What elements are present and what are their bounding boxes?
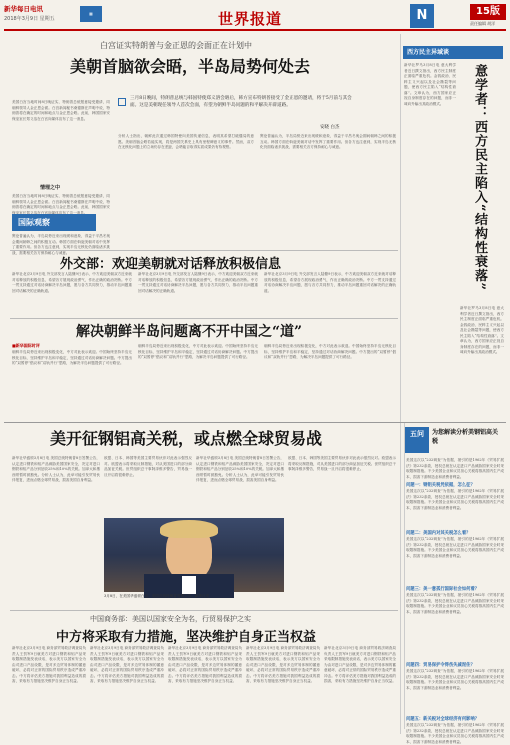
qa-title: 为您解读分析美钢铝高关税 bbox=[432, 429, 499, 445]
paper-name: 新华每日电讯 bbox=[4, 5, 43, 13]
sidebar-vertical-headline: 意学者：西方民主陷入“结构性衰落” bbox=[472, 64, 487, 291]
n-logo-icon: N bbox=[410, 4, 434, 28]
qa-question-3: 问题三：美一意孤行国际社会如何看？ bbox=[406, 587, 480, 592]
divider bbox=[10, 610, 398, 611]
top-story-summary: 三月8日晚间，特朗普总统与韩国特使郑义溶会晤后，韩方宣布特朗普接受了金正恩的邀请，将于5月前与其会面。这是美朝现任领导人首次会面，有望为朝鲜半岛问题的和平解决开辟道路。 bbox=[130, 96, 352, 108]
commentary-headline: 解决朝鲜半岛问题离不开中国之“道” bbox=[76, 324, 303, 340]
commentary-tag: ■新华国际时评 bbox=[12, 343, 40, 348]
page-number: 15版 bbox=[470, 4, 506, 20]
editor-credit: 责任编辑 胡洋 bbox=[470, 21, 496, 26]
section-title: 世界报道 bbox=[218, 10, 283, 28]
qa-badge: 五问 bbox=[405, 427, 429, 453]
masthead-rule bbox=[4, 29, 506, 31]
sidebar-banner: 西方民主异域谈 bbox=[403, 46, 503, 59]
top-story-author: 安晓 白杰 bbox=[320, 125, 340, 130]
trade-headline: 美开征钢铝高关税，或点燃全球贸易战 bbox=[50, 429, 323, 448]
mfa-text-1: 新华社北京3月9日电 外交部发言人陆慷9日表示，中方欢迎美朝双方近来就对话释放的积极信息，希望各方展现政治勇气，作出正确的政治决断。中方一贯支持通过对话协商解决半岛问题，愿与各方共同努力，推动半岛问题重回对话解决的正确轨道。 bbox=[12, 272, 132, 293]
analysis-tag-banner: 国际观察 bbox=[12, 214, 96, 231]
divider bbox=[10, 318, 398, 319]
shirt-shape bbox=[182, 576, 196, 594]
top-story-left-text: 美国白宫当地时间8日晚证实，特朗普总统愿意接受邀请，同朝鲜领导人金正恩会面。白宫新闻秘书桑德斯在声明中说，特朗普将在确定的时间和地点与金正恩会晤。此前，韩国国家安保室室长郑义溶在白宫向媒体宣布了这一消息。 bbox=[12, 100, 110, 121]
commerce-text-5: 新华社北京3月9日电 商务部贸易救济调查局负责人王贺军9日就美方对进口钢铁和铝产品采取限制措施发表谈话，表示美方以国家安全为由对进口产品设限，是对多边贸易体制的蓄意破坏，必将对正常的国际贸易秩序造成严重冲击。中方将评估美方措施对我国利益造成的损害，采取有力措施坚决维护自身正当权益。 bbox=[324, 646, 396, 683]
commerce-text-1: 新华社北京3月9日电 商务部贸易救济调查局负责人王贺军9日就美方对进口钢铁和铝产品采取限制措施发表谈话，表示美方以国家安全为由对进口产品设限，是对多边贸易体制的蓄意破坏，必将对正常的国际贸易秩序造成严重冲击。中方将评估美方措施对我国利益造成的损害，采取有力措施坚决维护自身正当权益。 bbox=[12, 646, 86, 683]
qa-answer-2: 美国这次以“232调查”为依据，援引的是1962年《贸易扩展法》第232条款，授权总统在认定进口产品威胁国家安全时采取限制措施。不少美国企业和议员担心关税将推高国内生产成本，损害下游制造业和消费者利益。 bbox=[406, 537, 504, 558]
issue-date: 2018年3月9日 星期五 bbox=[4, 16, 55, 22]
commerce-headline: 中方将采取有力措施，坚决维护自身正当权益 bbox=[56, 630, 317, 645]
trump-photo bbox=[104, 518, 284, 592]
qa-answer-1: 美国这次以“232调查”为依据，援引的是1962年《贸易扩展法》第232条款，授权总统在认定进口产品威胁国家安全时采取限制措施。不少美国企业和议员担心关税将推高国内生产成本，损害下游制造业和消费者利益。 bbox=[406, 489, 504, 510]
sidebar-text-2: 新华社罗马3月8日电 意大利学者近日撰文指出，西方民主制度正面临严重危机。金钱政治、民粹主义兴起以及社会撕裂等问题，使西方民主陷入“结构性衰落”。文章认为，西方国家应正视自身制度存在的问题，而非一味向外输出其政治模式。 bbox=[460, 306, 504, 354]
qa-intro: 美国这次以“232调查”为依据，援引的是1962年《贸易扩展法》第232条款，授权总统在认定进口产品威胁国家安全时采取限制措施。不少美国企业和议员担心关税将推高国内生产成本，损害下游制造业和消费者利益。 bbox=[406, 458, 504, 479]
commerce-text-3: 新华社北京3月9日电 商务部贸易救济调查局负责人王贺军9日就美方对进口钢铁和铝产品采取限制措施发表谈话，表示美方以国家安全为由对进口产品设限，是对多边贸易体制的蓄意破坏，必将对正常的国际贸易秩序造成严重冲击。中方将评估美方措施对我国利益造成的损害，采取有力措施坚决维护自身正当权益。 bbox=[168, 646, 242, 683]
qa-answer-3: 美国这次以“232调查”为依据，援引的是1962年《贸易扩展法》第232条款，授权总统在认定进口产品威胁国家安全时采取限制措施。不少美国企业和议员担心关税将推高国内生产成本，损害下游制造业和消费者利益。 bbox=[406, 593, 504, 614]
column-divider bbox=[400, 34, 401, 734]
mfa-text-2: 新华社北京3月9日电 外交部发言人陆慷9日表示，中方欢迎美朝双方近来就对话释放的积极信息，希望各方展现政治勇气，作出正确的政治决断。中方一贯支持通过对话协商解决半岛问题，愿与各方共同努力，推动半岛问题重回对话解决的正确轨道。 bbox=[138, 272, 258, 293]
quote-icon bbox=[118, 98, 126, 106]
mfa-text-3: 新华社北京3月9日电 外交部发言人陆慷9日表示，中方欢迎美朝双方近来就对话释放的积极信息，希望各方展现政治勇气，作出正确的政治决断。中方一贯支持通过对话协商解决半岛问题，愿与各方共同努力，推动半岛问题重回对话解决的正确轨道。 bbox=[264, 272, 396, 293]
sidebar-text: 新华社罗马3月8日电 意大利学者近日撰文指出，西方民主制度正面临严重危机。金钱政治、民粹主义兴起以及社会撕裂等问题，使西方民主陷入“结构性衰落”。文章认为，西方国家应正视自身制度存在的问题，而非一味向外输出其政治模式。 bbox=[404, 63, 456, 106]
commerce-text-2: 新华社北京3月9日电 商务部贸易救济调查局负责人王贺军9日就美方对进口钢铁和铝产品采取限制措施发表谈话，表示美方以国家安全为由对进口产品设限，是对多边贸易体制的蓄意破坏，必将对正常的国际贸易秩序造成严重冲击。中方将评估美方措施对我国利益造成的损害，采取有力措施坚决维护自身正当权益。 bbox=[90, 646, 164, 683]
trade-text-4: 欧盟、日本、韩国等美国主要贸易伙伴对此表示强烈反对。欧盟表示将采取反制措施，对从美国进口的部分商品加征关税。世贸组织总干事阿泽维多警告，贸易战一旦开启将很难停止。 bbox=[288, 456, 396, 471]
trade-text-3: 新华社华盛顿3月8日电 美国总统特朗普8日签署公告，认定进口钢铁和铝产品威胁美国国家安全，决定对进口钢铁和铝产品分别征收25%和10%的关税。加拿大和墨西哥暂时被豁免。分析人士认为，此举可能引发贸易伙伴报复，进而点燃全球贸易战，损害美国自身利益。 bbox=[196, 456, 284, 482]
masthead-paper-name bbox=[4, 4, 55, 22]
top-story-center-text: 分析人士指出，朝鲜此次通过韩国特使向美国传递信息，表明其希望打破僵局的意愿。美朝首脑会晤若能实现，将是两国关系史上具有里程碑意义的事件。然而，双方在无核化问题上的立场仍存在差距，会晤能否取得实质成果仍有待观察。 bbox=[118, 134, 254, 149]
qa-question-1: 问题一：钢铝关税凭依据，怎么征？ bbox=[406, 483, 475, 488]
commentary-text-3: 朝鲜半岛局势近来出现积极变化，中方对此表示欢迎。中国始终坚持半岛无核化目标，坚持维护半岛和平稳定，坚持通过对话协商解决问题。中方提出的“双暂停”倡议和“双轨并行”思路，为解决半岛问题提供了可行路径。 bbox=[264, 344, 396, 359]
qa-question-4: 问题四：贸易保护令得伤失减泥住？ bbox=[406, 663, 475, 668]
hair-shape bbox=[160, 520, 218, 538]
commentary-text-2: 朝鲜半岛局势近来出现积极变化，中方对此表示欢迎。中国始终坚持半岛无核化目标，坚持维护半岛和平稳定，坚持通过对话协商解决问题。中方提出的“双暂停”倡议和“双轨并行”思路，为解决半岛问题提供了可行路径。 bbox=[138, 344, 258, 359]
top-story-left-text-3: 舆论普遍认为，半岛局势近来出现缓和迹象，得益于平昌冬奥会期间朝韩之间的积极互动。韩国方面在斡旋美朝对话中发挥了重要作用。但各方也注意到，实现半岛无核化仍面临诸多挑战，需要相关各方保持耐心与诚意。 bbox=[12, 234, 110, 255]
photo-caption: 3月8日，在美国华盛顿白宫，美国总统特朗普签署公告。新华社发 bbox=[104, 594, 210, 598]
mfa-headline: 外交部：欢迎美朝就对话释放积极信息 bbox=[60, 257, 282, 272]
qa-answer-5: 美国这次以“232调查”为依据，援引的是1962年《贸易扩展法》第232条款，授权总统在认定进口产品威胁国家安全时采取限制措施。不少美国企业和议员担心关税将推高国内生产成本，损害下游制造业和消费者利益。 bbox=[406, 723, 504, 744]
qa-answer-4: 美国这次以“232调查”为依据，援引的是1962年《贸易扩展法》第232条款，授权总统在认定进口产品威胁国家安全时采取限制措施。不少美国企业和议员担心关税将推高国内生产成本，损害下游制造业和消费者利益。 bbox=[406, 669, 504, 690]
qa-question-5: 问题五：新关税对全球经济有何影响？ bbox=[406, 717, 480, 722]
qa-question-2: 问题二：美国内对其关税怎么看？ bbox=[406, 531, 471, 536]
xinhua-logo: ▦ bbox=[80, 6, 102, 22]
commentary-text-1: 朝鲜半岛局势近来出现积极变化，中方对此表示欢迎。中国始终坚持半岛无核化目标，坚持维护半岛和平稳定，坚持通过对话协商解决问题。中方提出的“双暂停”倡议和“双轨并行”思路，为解决半岛问题提供了可行路径。 bbox=[12, 350, 132, 365]
top-story-left-text-2: 美国白宫当地时间8日晚证实，特朗普总统愿意接受邀请，同朝鲜领导人金正恩会面。白宫新闻秘书桑德斯在声明中说，特朗普将在确定的时间和地点与金正恩会晤。此前，韩国国家安保室室长郑义溶在白宫向媒体宣布了这一消息。 bbox=[12, 194, 110, 215]
commerce-kicker: 中国商务部：美国以国家安全为名，行贸易保护之实 bbox=[90, 615, 251, 623]
trade-text-2: 欧盟、日本、韩国等美国主要贸易伙伴对此表示强烈反对。欧盟表示将采取反制措施，对从美国进口的部分商品加征关税。世贸组织总干事阿泽维多警告，贸易战一旦开启将很难停止。 bbox=[104, 456, 192, 477]
divider bbox=[10, 250, 398, 251]
top-story-subhead: 情理之中 bbox=[40, 185, 61, 191]
top-story-kicker: 白宫证实特朗普与金正恩的会面正在计划中 bbox=[100, 41, 252, 50]
top-story-headline: 美朝首脑欲会晤，半岛局势何处去 bbox=[70, 57, 311, 76]
commerce-text-4: 新华社北京3月9日电 商务部贸易救济调查局负责人王贺军9日就美方对进口钢铁和铝产品采取限制措施发表谈话，表示美方以国家安全为由对进口产品设限，是对多边贸易体制的蓄意破坏，必将对正常的国际贸易秩序造成严重冲击。中方将评估美方措施对我国利益造成的损害，采取有力措施坚决维护自身正当权益。 bbox=[246, 646, 320, 683]
trade-text-1: 新华社华盛顿3月8日电 美国总统特朗普8日签署公告，认定进口钢铁和铝产品威胁美国国家安全，决定对进口钢铁和铝产品分别征收25%和10%的关税。加拿大和墨西哥暂时被豁免。分析人士认为，此举可能引发贸易伙伴报复，进而点燃全球贸易战，损害美国自身利益。 bbox=[12, 456, 100, 482]
top-story-right-text: 舆论普遍认为，半岛局势近来出现缓和迹象，得益于平昌冬奥会期间朝韩之间的积极互动。韩国方面在斡旋美朝对话中发挥了重要作用。但各方也注意到，实现半岛无核化仍面临诸多挑战，需要相关各方保持耐心与诚意。 bbox=[260, 134, 396, 149]
